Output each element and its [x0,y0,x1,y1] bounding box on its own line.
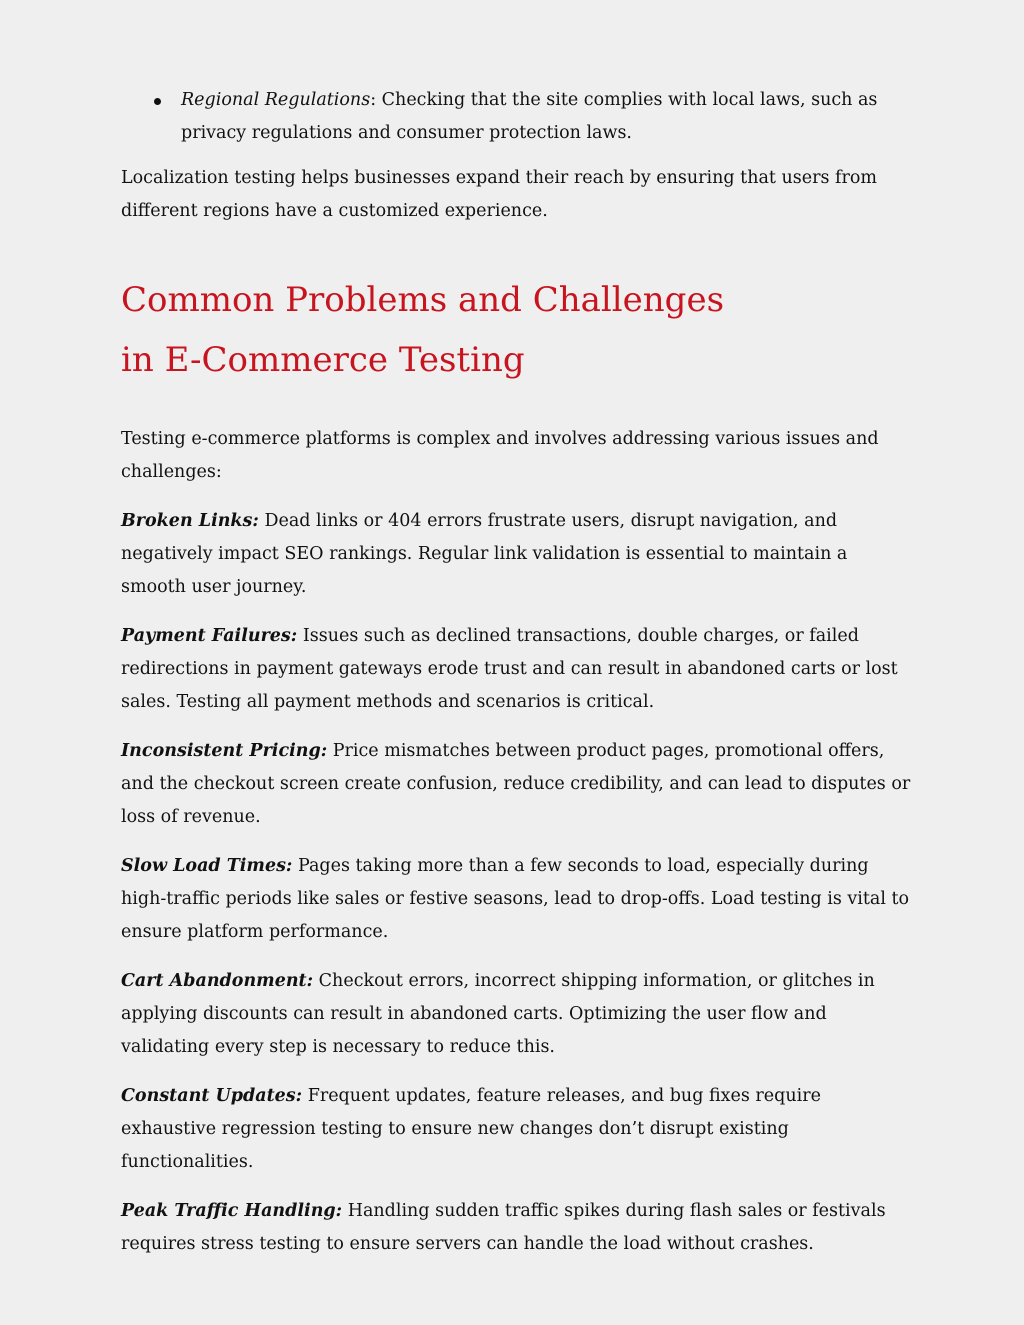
bullet-list [121,84,911,150]
bullet-dot-icon [154,98,161,105]
problem-text: Price mismatches between product pages, promotional offers, and the checkout screen create confusion, reduce credibility, and can lead to disputes or loss of revenue. [121,741,911,827]
bullet-colon: : [370,90,382,110]
intro-paragraph: Localization testing helps businesses expand their reach by ensuring that users from different regions have a customized experience. [121,168,878,221]
problem-term: Slow Load Times: [121,856,293,876]
problem-term: Constant Updates: [121,1086,303,1106]
problem-broken-links [121,505,911,604]
problem-text: Handling sudden traffic spikes during flash sales or festivals requires stress testing to ensure servers can handle the load without crashes. [121,1201,886,1254]
problem-text: Dead links or 404 errors frustrate users, disrupt navigation, and negatively impact SEO rankings. Regular link validation is essential to maintain a smooth user journey. [121,511,848,597]
problem-term: Payment Failures: [121,626,298,646]
bullet-item-regional-regulations [121,84,911,150]
problem-peak-traffic-handling [121,1195,911,1261]
problem-cart-abandonment [121,965,911,1064]
lead-paragraph: Testing e-commerce platforms is complex and involves addressing various issues and challenges: [121,429,879,482]
problem-term: Peak Traffic Handling: [121,1201,343,1221]
problem-term: Cart Abandonment: [121,971,314,991]
problem-term: Broken Links: [121,511,259,531]
problem-text: Pages taking more than a few seconds to load, especially during high-traffic periods like sales or festive seasons, lead to drop-offs. Load testing is vital to ensure platform performance. [121,856,910,942]
bullet-term: Regional Regulations [181,90,371,110]
section-heading: Common Problems and Challenges in E-Commerce Testing [121,280,725,380]
problem-term: Inconsistent Pricing: [121,741,328,761]
problem-constant-updates [121,1080,911,1179]
problem-payment-failures [121,620,911,719]
problem-inconsistent-pricing [121,735,911,834]
problem-text: Checkout errors, incorrect shipping information, or glitches in applying discounts can result in abandoned carts. Optimizing the user flow and validating every step is necessary to reduce this. [121,971,875,1057]
bullet-text: Checking that the site complies with local laws, such as privacy regulations and consumer protection laws. [181,90,878,143]
problem-text: Frequent updates, feature releases, and bug fixes require exhaustive regression testing to ensure new changes don’t disrupt existing functionalities. [121,1086,821,1172]
problem-text: Issues such as declined transactions, double charges, or failed redirections in payment gateways erode trust and can result in abandoned carts or lost sales. Testing all payment methods and scenarios is critical. [121,626,898,712]
problem-slow-load-times [121,850,911,949]
document-page [121,84,911,1277]
